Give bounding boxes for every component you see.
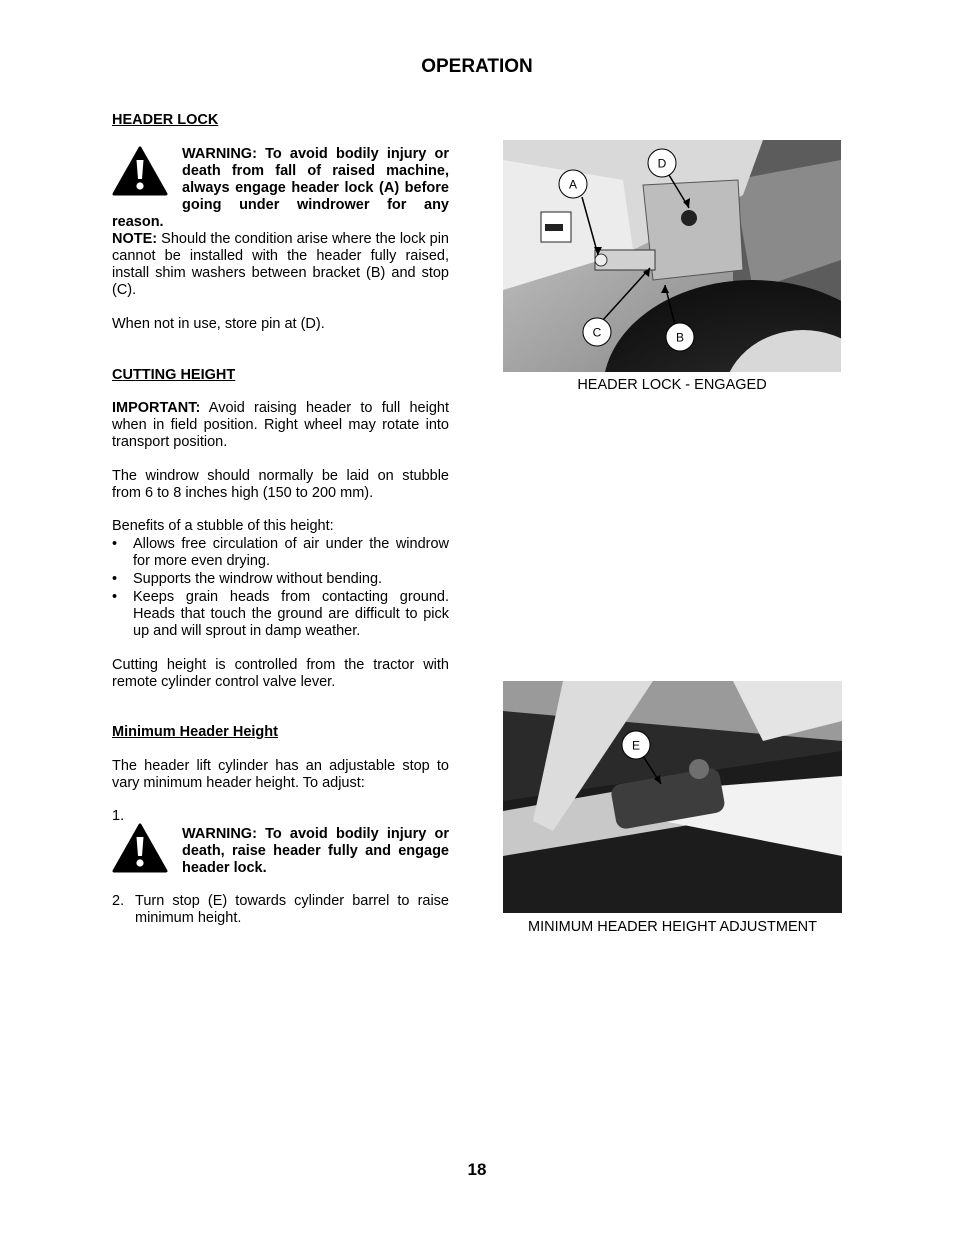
header-lock-photo: [503, 140, 841, 372]
svg-text:A: A: [568, 177, 578, 192]
important-label: IMPORTANT:: [112, 400, 201, 416]
control-paragraph: Cutting height is controlled from the tractor with remote cylinder control valve lever.: [112, 657, 449, 690]
cutting-height-heading: CUTTING HEIGHT: [112, 367, 236, 383]
benefits-list: [112, 536, 449, 644]
note-text: Should the condition arise where the lock pin cannot be installed with the header fully raised, install shim washers between bracket (B) and stop (C).: [112, 231, 449, 298]
min-height-heading: Minimum Header Height: [112, 724, 278, 740]
note-label: NOTE:: [112, 231, 158, 247]
list-item: • Supports the windrow without bending.: [112, 571, 383, 587]
warning-triangle-icon: [112, 146, 168, 196]
note-paragraph: [112, 231, 449, 299]
header-lock-warning: [112, 146, 449, 231]
header-lock-heading: HEADER LOCK: [112, 112, 219, 128]
svg-text:D: D: [657, 156, 667, 171]
store-pin-text: When not in use, store pin at (D).: [112, 316, 325, 332]
page-number: 18: [467, 1160, 487, 1179]
benefits-intro: Benefits of a stubble of this height:: [112, 518, 334, 534]
list-item: • Allows free circulation of air under the windrow for more even drying.: [112, 536, 449, 569]
min-height-intro: The header lift cylinder has an adjustable stop to vary minimum header height. To adjust:: [112, 758, 449, 791]
header-lock-illustration: [503, 140, 841, 372]
min-height-photo: [503, 681, 842, 913]
svg-text:E: E: [631, 738, 641, 753]
warning-triangle-icon: [112, 823, 168, 873]
callout-e: [622, 731, 650, 759]
callout-d: [648, 149, 676, 177]
callout-c: [583, 318, 611, 346]
step-1-warning: WARNING: To avoid bodily injury or death, raise header fully and engage header lock.: [182, 826, 449, 876]
step-2: 2. Turn stop (E) towards cylinder barrel to raise minimum height.: [112, 893, 449, 926]
important-paragraph: [112, 400, 449, 451]
fig1-caption: HEADER LOCK - ENGAGED: [577, 377, 767, 393]
callout-b: [666, 323, 694, 351]
step-2-text: Turn stop (E) towards cylinder barrel to raise minimum height.: [135, 893, 449, 926]
svg-text:B: B: [675, 330, 685, 345]
windrow-paragraph: The windrow should normally be laid on stubble from 6 to 8 inches high (150 to 200 mm).: [112, 468, 449, 501]
fig2-caption: MINIMUM HEADER HEIGHT ADJUSTMENT: [528, 919, 817, 935]
list-item: • Keeps grain heads from contacting ground. Heads that touch the ground are difficult to pick up and will sprout in damp weather.: [112, 589, 449, 639]
important-text: Avoid raising header to full height when in field position. Right wheel may rotate into transport position.: [112, 400, 449, 450]
step-1-number: 1.: [112, 808, 125, 824]
page-title: OPERATION: [421, 56, 533, 77]
min-height-illustration: [503, 681, 842, 913]
header-lock-warning-text: WARNING: To avoid bodily injury or death from fall of raised machine, always engage header lock (A) before going under windrower for any reason.: [112, 146, 449, 230]
svg-text:C: C: [592, 325, 602, 340]
callout-a: [559, 170, 587, 198]
